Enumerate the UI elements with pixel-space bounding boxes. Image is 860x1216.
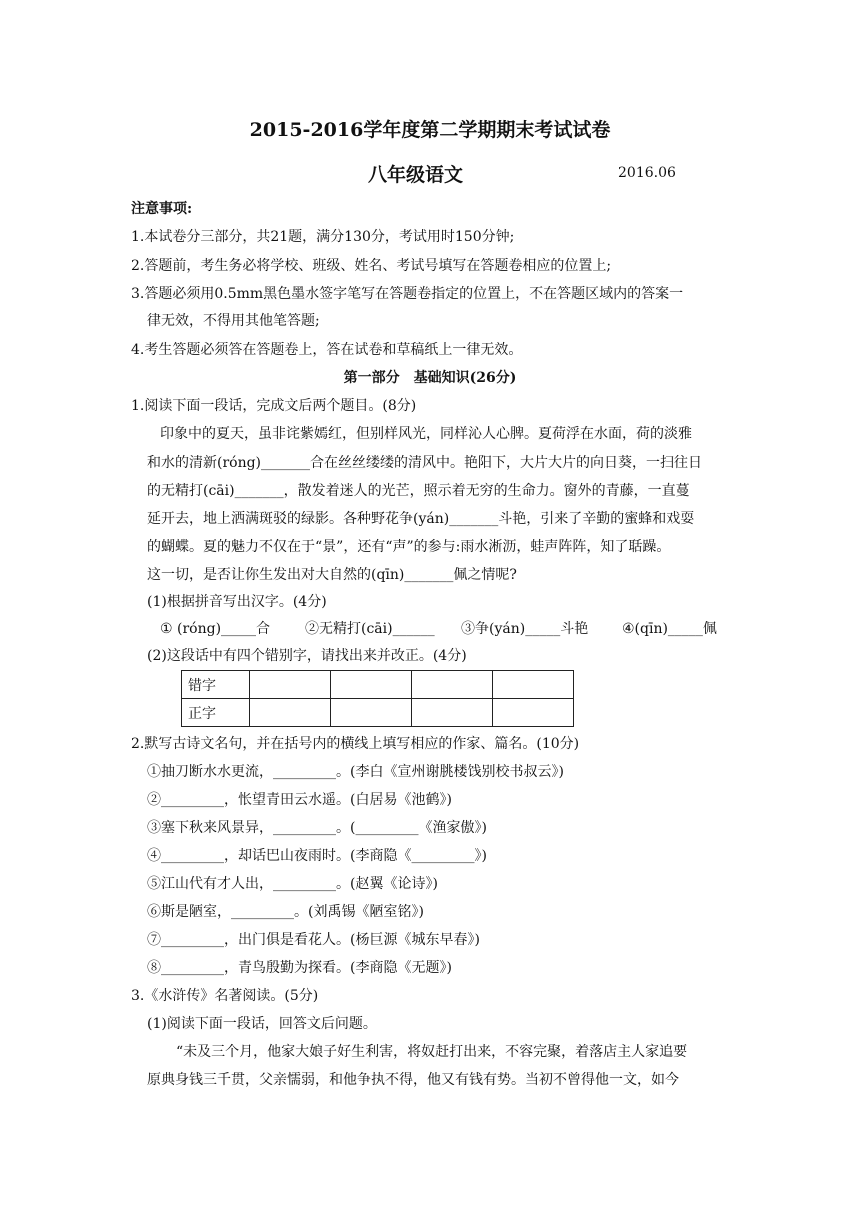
answer-cell[interactable] (493, 699, 574, 727)
poem-item: ②_________，怅望青田云水遥。(白居易《池鹤》) (147, 792, 452, 808)
exam-date: 2016.06 (618, 165, 676, 181)
notice-item: 1.本试卷分三部分，共21题，满分130分，考试用时150分钟; (131, 229, 515, 245)
passage-line: 这一切，是否让你生发出对大自然的(qīn)_______佩之情呢? (147, 567, 517, 583)
subquestion-1: (1)阅读下面一段话，回答文后问题。 (147, 1016, 377, 1032)
question-2-stem: 2.默写古诗文名句，并在括号内的横线上填写相应的作家、篇名。(10分) (131, 736, 580, 752)
notice-heading: 注意事项: (131, 201, 193, 217)
section-heading: 第一部分 基础知识(26分) (343, 370, 517, 386)
poem-item: ④_________，却话巴山夜雨时。(李商隐《_________》) (147, 848, 487, 864)
passage-line: 印象中的夏天，虽非诧紫嫣红，但别样风光，同样沁人心脾。夏荷浮在水面，荷的淡雅 (160, 426, 692, 442)
answer-cell[interactable] (412, 671, 493, 699)
passage-line: 的蝴蝶。夏的魅力不仅在于“景”，还有“声”的参与:雨水淅沥，蛙声阵阵，知了聒躁。 (147, 539, 671, 555)
page-subtitle: 八年级语文 (368, 164, 464, 186)
pinyin-blank-4: ④(qīn)_____佩 (622, 621, 717, 637)
passage-line: 原典身钱三千贯，父亲懦弱，和他争执不得，他又有钱有势。当初不曾得他一文，如今 (147, 1072, 679, 1088)
poem-item: ⑤江山代有才人出，_________。(赵翼《论诗》) (147, 876, 438, 892)
notice-item: 4.考生答题必须答在答题卷上，答在试卷和草稿纸上一律无效。 (131, 342, 523, 358)
pinyin-blank-3: ③争(yán)_____斗艳 (461, 621, 589, 637)
passage-line: 的无精打(cāi)_______，散发着迷人的光芒，照示着无穷的生命力。窗外的青藤，一直蔓 (147, 483, 690, 499)
passage-line: 和水的清新(róng)_______合在丝丝缕缕的清风中。艳阳下，大片大片的向日葵，一扫往日 (147, 455, 703, 471)
answer-cell[interactable] (331, 671, 412, 699)
table-row (182, 671, 574, 699)
page-title: 2015-2016学年度第二学期期末考试试卷 (249, 119, 611, 141)
notice-item: 律无效，不得用其他笔答题; (147, 313, 320, 329)
table-row-label: 错字 (182, 671, 250, 699)
poem-item: ①抽刀断水水更流，_________。(李白《宣州谢朓楼饯别校书叔云》) (147, 764, 564, 780)
pinyin-blank-2: ②无精打(cāi)______ (305, 621, 435, 637)
table-row (182, 699, 574, 727)
table-row-label: 正字 (182, 699, 250, 727)
question-1-stem: 1.阅读下面一段话，完成文后两个题目。(8分) (131, 398, 417, 414)
passage-line: “未及三个月，他家大娘子好生利害，将奴赶打出来，不容完聚，着落店主人家追要 (176, 1044, 688, 1060)
correction-table (181, 670, 574, 727)
poem-item: ③塞下秋来风景异，_________。(_________《渔家傲》) (147, 820, 487, 836)
answer-cell[interactable] (250, 699, 331, 727)
poem-item: ⑥斯是陋室，_________。(刘禹锡《陋室铭》) (147, 904, 424, 920)
answer-cell[interactable] (250, 671, 331, 699)
poem-item: ⑧_________，青鸟殷勤为探看。(李商隐《无题》) (147, 960, 452, 976)
subquestion-1: (1)根据拼音写出汉字。(4分) (147, 594, 327, 610)
answer-cell[interactable] (493, 671, 574, 699)
subquestion-2: (2)这段话中有四个错别字，请找出来并改正。(4分) (147, 648, 467, 664)
answer-cell[interactable] (412, 699, 493, 727)
question-3-stem: 3.《水浒传》名著阅读。(5分) (131, 988, 319, 1004)
pinyin-blank-1: ① (róng)_____合 (160, 621, 271, 637)
passage-line: 延开去，地上洒满斑驳的绿影。各种野花争(yán)_______斗艳，引来了辛勤的蜜蜂和戏耍 (147, 511, 695, 527)
answer-cell[interactable] (331, 699, 412, 727)
notice-item: 3.答题必须用0.5mm黑色墨水签字笔写在答题卷指定的位置上，不在答题区域内的答案一 (131, 286, 684, 302)
poem-item: ⑦_________，出门俱是看花人。(杨巨源《城东早春》) (147, 932, 480, 948)
notice-item: 2.答题前，考生务必将学校、班级、姓名、考试号填写在答题卷相应的位置上; (131, 258, 612, 274)
